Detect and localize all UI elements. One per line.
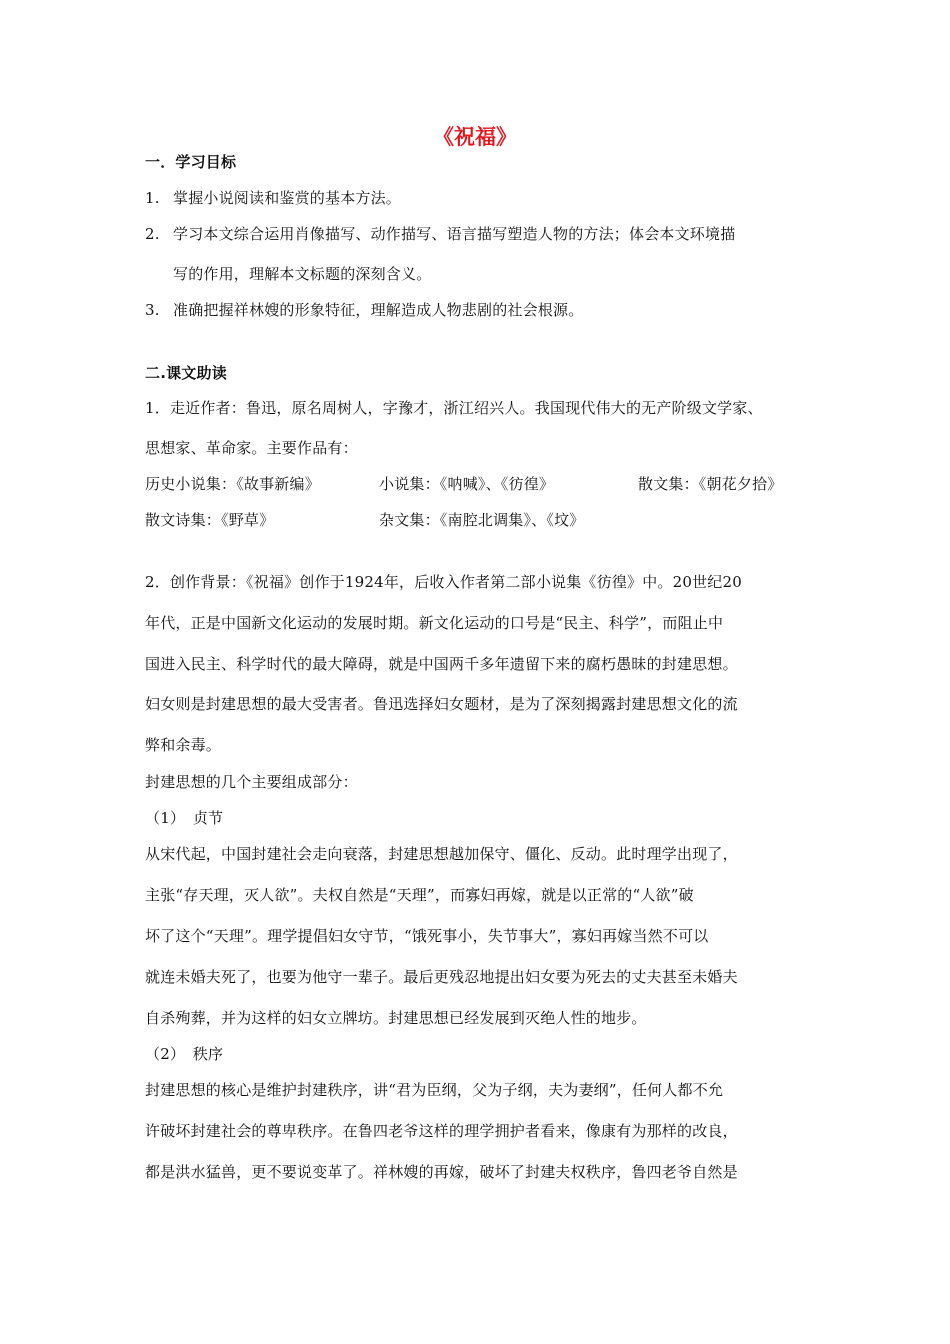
background-line: 年代，正是中国新文化运动的发展时期。新文化运动的口号是“民主、科学”，而阻止中	[145, 614, 724, 632]
background-line: 妇女则是封建思想的最大受害者。鲁迅选择妇女题材，是为了深刻揭露封建思想文化的流	[145, 695, 738, 713]
goal-number: 1.	[145, 189, 160, 207]
part1-line: 就连未婚夫死了，也要为他守一辈子。最后更残忍地提出妇女要为死去的丈夫甚至未婚夫	[145, 968, 738, 986]
works-item: 散文集：《朝花夕拾》	[638, 475, 783, 493]
goal-item-2-continuation: 写的作用，理解本文标题的深刻含义。	[173, 265, 432, 283]
goal-text: 准确把握祥林嫂的形象特征，理解造成人物悲剧的社会根源。	[173, 301, 584, 319]
part1-heading: （1） 贞节	[145, 809, 224, 827]
part2-line: 封建思想的核心是维护封建秩序，讲“君为臣纲，父为子纲，夫为妻纲”，任何人都不允	[145, 1081, 724, 1099]
background-line: 弊和余毒。	[145, 736, 222, 754]
goal-text: 学习本文综合运用肖像描写、动作描写、语言描写塑造人物的方法；体会本文环境描	[173, 225, 736, 243]
goal-number: 2.	[145, 225, 160, 243]
part1-line: 从宋代起，中国封建社会走向衰落，封建思想越加保守、僵化、反动。此时理学出现了，	[145, 845, 738, 863]
background-line: 2．创作背景：《祝福》创作于1924年，后收入作者第二部小说集《彷徨》中。20世纪20	[145, 573, 742, 591]
goal-item-2	[145, 224, 735, 244]
document-title: 《祝福》	[433, 124, 517, 149]
part1-line: 主张“存天理，灭人欲”。夫权自然是“天理”，而寡妇再嫁，就是以正常的“人欲”破	[145, 886, 694, 904]
part1-line: 坏了这个“天理”。理学提倡妇女守节，“饿死事小，失节事大”，寡妇再嫁当然不可以	[145, 927, 709, 945]
goal-number: 3.	[145, 301, 160, 319]
part2-line: 许破坏封建社会的尊卑秩序。在鲁四老爷这样的理学拥护者看来，像康有为那样的改良，	[145, 1122, 738, 1140]
section-heading-goals: 一．学习目标	[145, 153, 237, 171]
works-row	[145, 474, 825, 494]
works-item: 小说集：《呐喊》、《彷徨》	[379, 475, 555, 493]
part2-heading: （2） 秩序	[145, 1045, 224, 1063]
author-line: 1．走近作者：鲁迅，原名周树人，字豫才，浙江绍兴人。我国现代伟大的无产阶级文学家、	[145, 399, 763, 417]
author-line: 思想家、革命家。主要作品有：	[145, 439, 358, 457]
part1-line: 自杀殉葬，并为这样的妇女立牌坊。封建思想已经发展到灭绝人性的地步。	[145, 1009, 647, 1027]
works-item: 杂文集：《南腔北调集》、《坟》	[379, 511, 585, 529]
goal-item-3	[145, 300, 583, 320]
works-item: 历史小说集：《故事新编》	[145, 475, 320, 493]
works-item: 散文诗集：《野草》	[145, 511, 275, 529]
part2-line: 都是洪水猛兽，更不要说变革了。祥林嫂的再嫁，破坏了封建夫权秩序，鲁四老爷自然是	[145, 1163, 738, 1181]
goal-text: 掌握小说阅读和鉴赏的基本方法。	[173, 189, 402, 207]
goal-item-1	[145, 188, 401, 208]
background-line: 国进入民主、科学时代的最大障碍，就是中国两千多年遗留下来的腐朽愚昧的封建思想。	[145, 655, 738, 673]
works-row	[145, 510, 825, 530]
section-heading-reading-guide: 二.课文助读	[145, 364, 227, 382]
feudal-intro: 封建思想的几个主要组成部分：	[145, 773, 358, 791]
